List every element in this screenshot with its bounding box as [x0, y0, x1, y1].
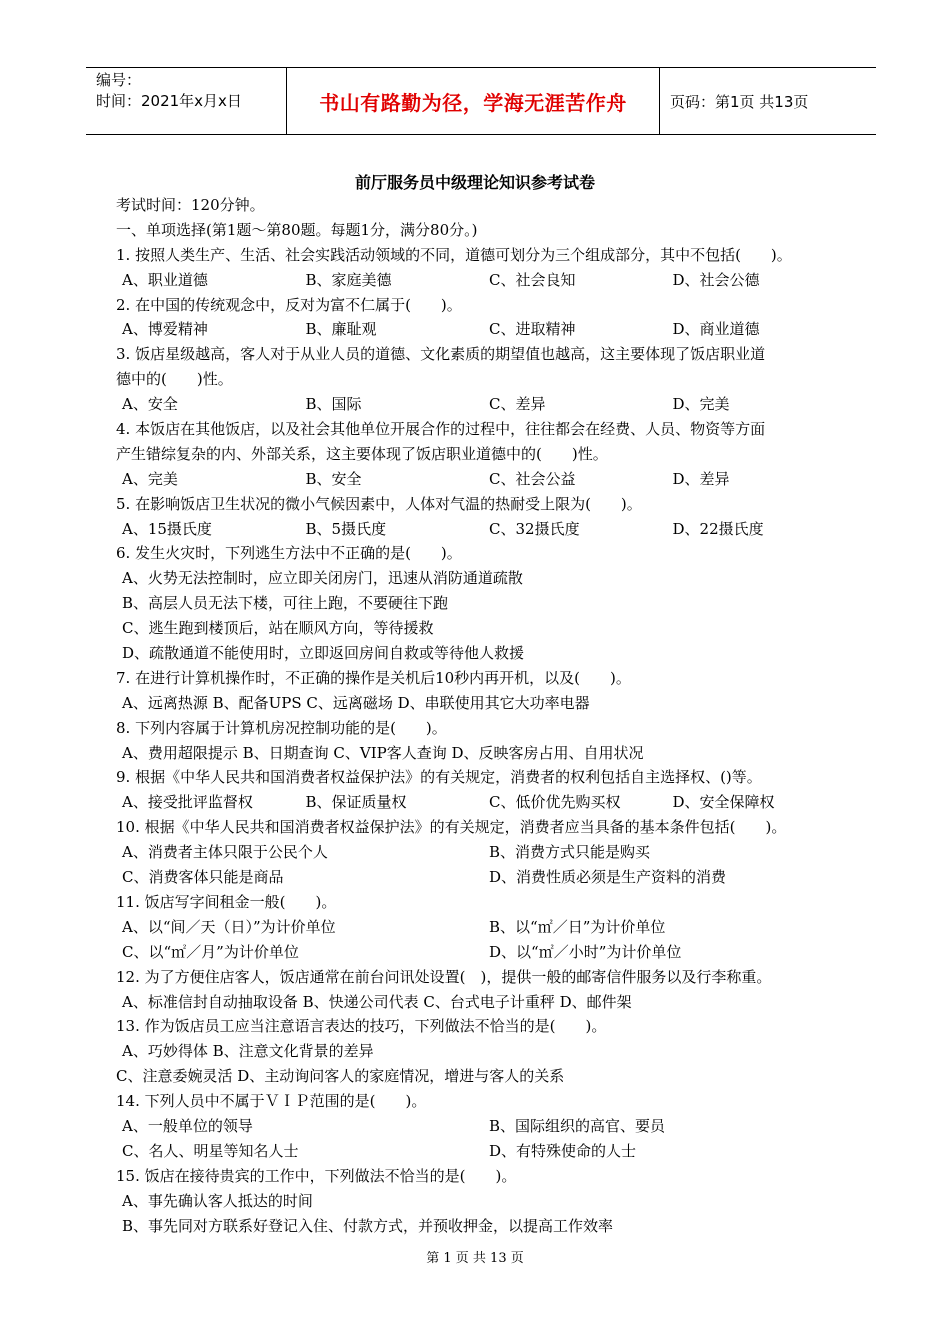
option-b: B、5摄氏度: [305, 519, 387, 538]
time-label: 时间：2021年x月x日: [96, 92, 242, 110]
options-4: [116, 467, 856, 492]
option-b: B、国际: [305, 395, 362, 414]
options-13-row-2: C、注意委婉灵活 D、主动询问客人的家庭情况，增进与客人的关系: [116, 1067, 565, 1086]
option-c: C、社会公益: [489, 469, 576, 488]
document-header: [86, 67, 876, 135]
question-3-line-1: 3. 饭店星级越高，客人对于从业人员的道德、文化素质的期望值也越高，这主要体现了饭店职业道: [116, 345, 766, 364]
option-b: B、消费方式只能是购买: [489, 843, 651, 862]
option-c: C、进取精神: [489, 320, 576, 339]
option-a: A、一般单位的领导: [122, 1116, 253, 1135]
exam-body: [116, 193, 856, 1238]
option-a: A、消费者主体只限于公民个人: [122, 843, 328, 862]
options-11-row-1: [116, 915, 856, 940]
option-b: B、事先同对方联系好登记入住、付款方式，并预收押金，以提高工作效率: [122, 1216, 614, 1235]
question-2: 2. 在中国的传统观念中，反对为富不仁属于( )。: [116, 295, 462, 314]
question-7: 7. 在进行计算机操作时，不正确的操作是关机后10秒内再开机，以及( )。: [116, 668, 631, 687]
option-b: B、高层人员无法下楼，可往上跑，不要硬往下跑: [122, 594, 449, 613]
option-b: B、以“㎡／日”为计价单位: [489, 917, 666, 936]
options-7: A、远离热源 B、配备UPS C、远离磁场 D、串联使用其它大功率电器: [122, 693, 590, 712]
option-c: C、以“㎡／月”为计价单位: [122, 942, 299, 961]
option-d: D、商业道德: [672, 320, 760, 339]
option-a: A、接受批评监督权: [122, 793, 253, 812]
header-meta: [96, 70, 242, 112]
options-14-row-1: [116, 1114, 856, 1139]
option-b: B、安全: [305, 469, 362, 488]
option-b: B、保证质量权: [305, 793, 407, 812]
options-9: [116, 790, 856, 815]
option-c: C、名人、明星等知名人士: [122, 1141, 299, 1160]
motto-text: 书山有路勤为径，学海无涯苦作舟: [319, 90, 627, 115]
options-11-row-2: [116, 940, 856, 965]
options-10-row-2: [116, 865, 856, 890]
options-1: [116, 268, 856, 293]
options-12: A、标准信封自动抽取设备 B、快递公司代表 C、台式电子计重秤 D、邮件架: [122, 992, 632, 1011]
option-c: C、32摄氏度: [489, 519, 580, 538]
question-14: 14. 下列人员中不属于ＶＩＰ范围的是( )。: [116, 1092, 427, 1111]
option-a: A、职业道德: [122, 270, 208, 289]
question-5: 5. 在影响饭店卫生状况的微小气候因素中，人体对气温的热耐受上限为( )。: [116, 494, 642, 513]
option-a: A、博爱精神: [122, 320, 208, 339]
option-b: B、廉耻观: [305, 320, 377, 339]
question-10: 10. 根据《中华人民共和国消费者权益保护法》的有关规定，消费者应当具备的基本条件包括( )。: [116, 818, 787, 837]
option-b: B、家庭美德: [305, 270, 392, 289]
page-footer: 第 1 页 共 13 页: [426, 1251, 524, 1266]
options-5: [116, 517, 856, 542]
option-d: D、疏散通道不能使用时，立即返回房间自救或等待他人救援: [122, 644, 525, 663]
question-4-line-2: 产生错综复杂的内、外部关系，这主要体现了饭店职业道德中的( )性。: [116, 444, 608, 463]
options-13-row-1: A、巧妙得体 B、注意文化背景的差异: [122, 1042, 374, 1061]
options-10-row-1: [116, 840, 856, 865]
option-d: D、22摄氏度: [672, 519, 764, 538]
question-3-line-2: 德中的( )性。: [116, 370, 233, 389]
option-c: C、社会良知: [489, 270, 576, 289]
question-6: 6. 发生火灾时，下列逃生方法中不正确的是( )。: [116, 544, 462, 563]
option-a: A、15摄氏度: [122, 519, 212, 538]
options-3: [116, 392, 856, 417]
option-c: C、逃生跑到楼顶后，站在顺风方向，等待援救: [122, 619, 434, 638]
option-c: C、差异: [489, 395, 546, 414]
option-c: C、消费客体只能是商品: [122, 868, 284, 887]
motto-cell: [286, 68, 660, 134]
option-a: A、安全: [122, 395, 178, 414]
option-d: D、消费性质必须是生产资料的消费: [489, 868, 727, 887]
option-c: C、低价优先购买权: [489, 793, 621, 812]
option-b: B、国际组织的高官、要员: [489, 1116, 666, 1135]
page-label-cell: [670, 68, 808, 134]
exam-duration: 考试时间：120分钟。: [116, 196, 265, 214]
question-8: 8. 下列内容属于计算机房况控制功能的是( )。: [116, 718, 447, 737]
question-13: 13. 作为饭店员工应当注意语言表达的技巧，下列做法不恰当的是( )。: [116, 1017, 607, 1036]
option-d: D、有特殊使命的人士: [489, 1141, 637, 1160]
options-2: [116, 317, 856, 342]
option-a: A、事先确认客人抵达的时间: [122, 1191, 313, 1210]
option-d: D、差异: [672, 469, 730, 488]
question-12: 12. 为了方便住店客人，饭店通常在前台问讯处设置( )，提供一般的邮寄信件服务以及行李称重。: [116, 967, 772, 986]
option-d: D、安全保障权: [672, 793, 775, 812]
question-9: 9. 根据《中华人民共和国消费者权益保护法》的有关规定，消费者的权利包括自主选择权、()等。: [116, 768, 762, 787]
option-d: D、社会公德: [672, 270, 760, 289]
question-11: 11. 饭店写字间租金一般( )。: [116, 892, 337, 911]
option-d: D、完美: [672, 395, 730, 414]
option-a: A、完美: [122, 469, 178, 488]
option-a: A、以“间／天（日）”为计价单位: [122, 917, 336, 936]
question-15: 15. 饭店在接待贵宾的工作中，下列做法不恰当的是( )。: [116, 1166, 517, 1185]
options-8: A、费用超限提示 B、日期查询 C、VIP客人查询 D、反映客房占用、自用状况: [122, 743, 644, 762]
options-14-row-2: [116, 1139, 856, 1164]
option-a: A、火势无法控制时，应立即关闭房门，迅速从消防通道疏散: [122, 569, 523, 588]
question-4-line-1: 4. 本饭店在其他饭店，以及社会其他单位开展合作的过程中，往往都会在经费、人员、物资等方面: [116, 420, 766, 439]
exam-title: 前厅服务员中级理论知识参考试卷: [354, 173, 595, 192]
page-label: 页码：第1页 共13页: [670, 92, 809, 111]
section-heading: 一、单项选择(第1题～第80题。每题1分，满分80分。): [116, 220, 478, 239]
number-label: 编号：: [96, 71, 142, 89]
question-1: 1. 按照人类生产、生活、社会实践活动领域的不同，道德可划分为三个组成部分，其中不包括( )。: [116, 245, 792, 264]
option-d: D、以“㎡／小时”为计价单位: [489, 942, 682, 961]
